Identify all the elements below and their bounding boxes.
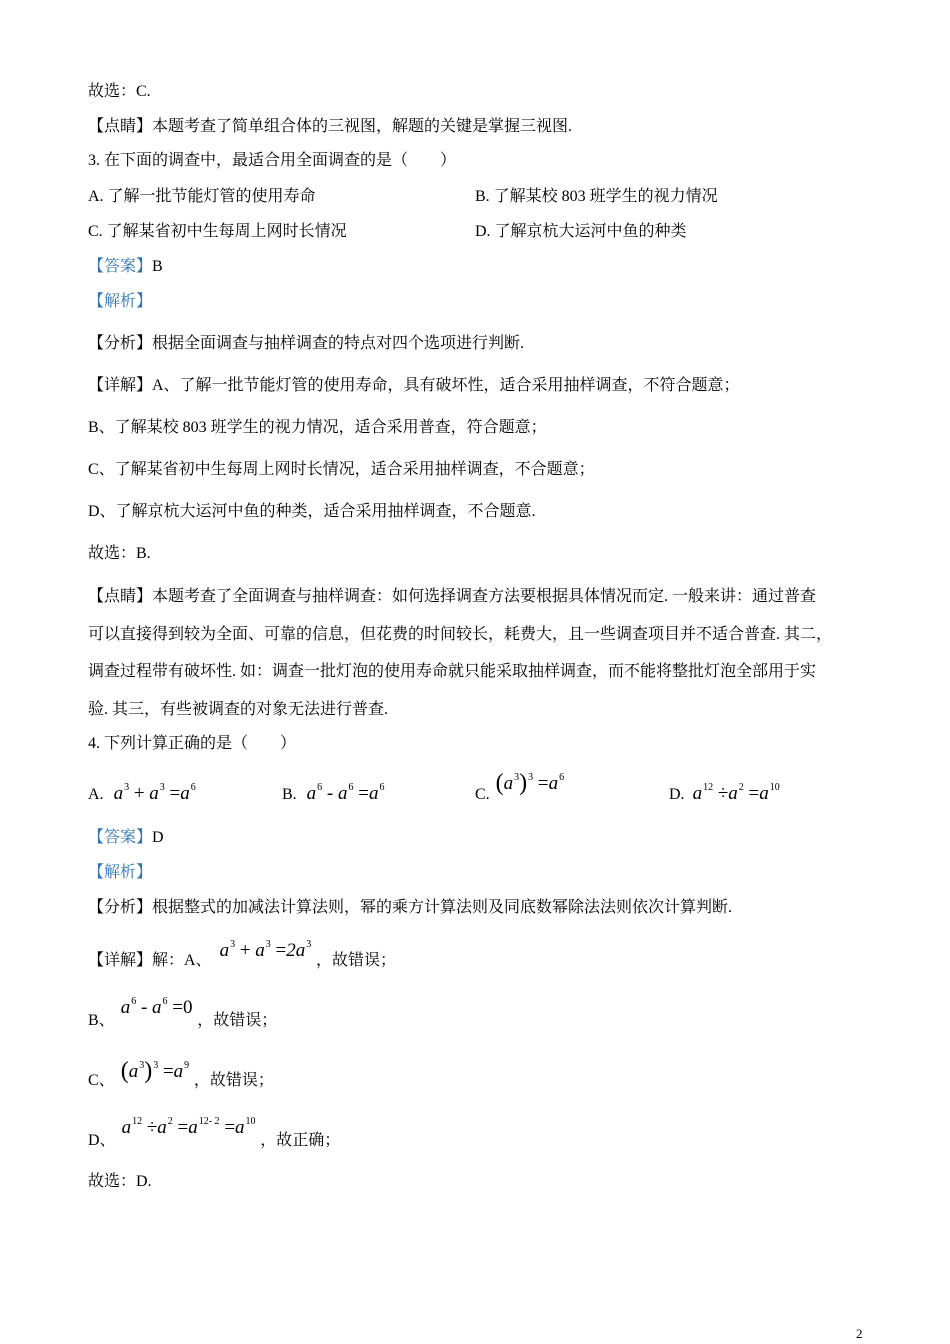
- q4-detail-c: C、 $(a^3)^3 =a^9$ ，故错误；: [88, 1058, 274, 1089]
- comment-line: 【点睛】本题考查了简单组合体的三视图，解题的关键是掌握三视图.: [88, 118, 573, 135]
- q4-option-b: [282, 778, 384, 805]
- q3-analysis-tag: 【解析】: [88, 293, 153, 310]
- formula: $a^3 + a^3 =2a^3$: [219, 939, 312, 961]
- q4-option-d: [669, 778, 780, 805]
- q3-answer: [88, 257, 163, 277]
- formula: $a^3 + a^3 =a^6$: [113, 782, 196, 804]
- q3-detail-a: 【详解】A、了解一批节能灯管的使用寿命，具有破坏性，适合采用抽样调查，不符合题意；: [88, 377, 740, 394]
- q4-choice: 故选：D.: [88, 1173, 152, 1190]
- q3-comment-2: 可以直接得到较为全面、可靠的信息，但花费的时间较长，耗费大，且一些调查项目并不适合普查. 其二，: [88, 626, 833, 643]
- answer-value: D: [152, 829, 164, 846]
- q4-answer: [88, 828, 164, 848]
- question-3: 3. 在下面的调查中，最适合用全面调查的是（ ）: [88, 152, 457, 169]
- formula: $(a^3)^3 =a^9$: [120, 1058, 190, 1084]
- page-number: 2: [856, 1326, 863, 1341]
- question-4: 4. 下列计算正确的是（ ）: [88, 735, 297, 752]
- option-label: B.: [282, 786, 297, 803]
- q4-detail-a: 【详解】解：A、 $a^3 + a^3 =2a^3$ ，故错误；: [88, 939, 397, 969]
- q3-detail-d: D、了解京杭大运河中鱼的种类，适合采用抽样调查，不合题意.: [88, 503, 536, 520]
- q4-detail-b: B、 $a^6 - a^6 =0$ ，故错误；: [88, 996, 278, 1029]
- formula: $a^6 - a^6 =0$: [120, 996, 193, 1018]
- answer-choice-line: 故选：C.: [88, 83, 151, 100]
- q3-comment-3: 调查过程带有破坏性. 如：调查一批灯泡的使用寿命就只能采取抽样调查，而不能将整批灯泡全部用于实: [88, 663, 817, 680]
- formula: $a^{12} \div a^2 =a^{12- 2} =a^{10}$: [121, 1116, 256, 1138]
- q3-analysis: 【分析】根据全面调查与抽样调查的特点对四个选项进行判断.: [88, 335, 525, 352]
- formula: $(a^3)^3 =a^6$: [495, 770, 565, 796]
- answer-tag: 【答案】: [88, 829, 153, 846]
- option-label: C.: [475, 786, 490, 803]
- q3-comment-1: 【点睛】本题考查了全面调查与抽样调查：如何选择调查方法要根据具体情况而定. 一般来讲：通过普查: [88, 588, 817, 605]
- answer-tag: 【答案】: [88, 258, 153, 275]
- q3-option-c: C. 了解某省初中生每周上网时长情况: [88, 223, 347, 240]
- q4-analysis: 【分析】根据整式的加减法计算法则，幂的乘方计算法则及同底数幂除法法则依次计算判断.: [88, 899, 733, 916]
- formula: $a^{12} \div a^2 =a^{10}$: [692, 782, 780, 804]
- formula: $a^6 - a^6 =a^6$: [306, 782, 385, 804]
- q4-option-a: [88, 778, 196, 805]
- q4-analysis-tag: 【解析】: [88, 864, 153, 881]
- q3-option-a: A. 了解一批节能灯管的使用寿命: [88, 188, 316, 205]
- q3-option-d: D. 了解京杭大运河中鱼的种类: [475, 223, 687, 240]
- answer-value: B: [152, 258, 163, 275]
- q3-detail-c: C、了解某省初中生每周上网时长情况，适合采用抽样调查，不合题意；: [88, 461, 595, 478]
- option-label: D.: [669, 786, 685, 803]
- q3-comment-4: 验. 其三，有些被调查的对象无法进行普查.: [88, 701, 389, 718]
- q3-choice: 故选：B.: [88, 545, 151, 562]
- q4-option-c: [475, 770, 565, 805]
- option-label: A.: [88, 786, 104, 803]
- q3-option-b: B. 了解某校 803 班学生的视力情况: [475, 188, 718, 205]
- q3-detail-b: B、了解某校 803 班学生的视力情况，适合采用普查，符合题意；: [88, 419, 547, 436]
- q4-detail-d: D、 $a^{12} \div a^2 =a^{12- 2} =a^{10}$ ，故正确；: [88, 1116, 341, 1149]
